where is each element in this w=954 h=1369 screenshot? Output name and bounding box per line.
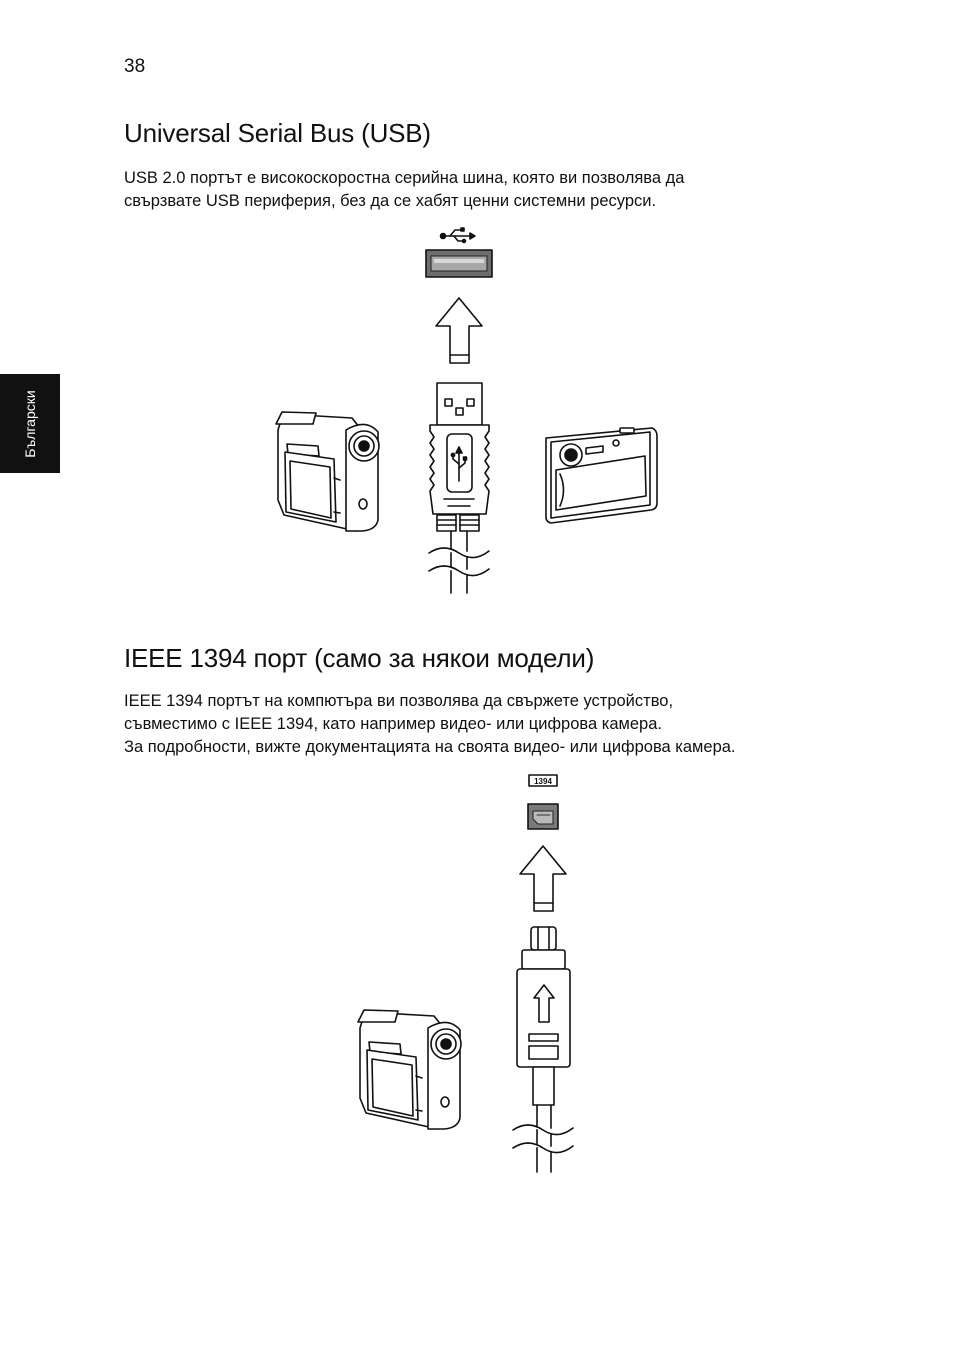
firewire-port-label: 1394 <box>534 777 552 786</box>
ieee-paragraph-line: IEEE 1394 портът на компютъра ви позволява да свържете устройство, <box>124 692 674 710</box>
ieee-heading: IEEE 1394 порт (само за някои модели) <box>124 643 595 673</box>
usb-paragraph-line: свързвате USB периферия, без да се хабят ценни системни ресурси. <box>124 192 657 210</box>
usb-port-icon <box>426 250 492 277</box>
usb-paragraph-line: USB 2.0 портът е високоскоростна серийна шина, която ви позволява да <box>124 169 685 187</box>
language-side-tab-label: Български <box>22 390 38 458</box>
up-arrow-icon <box>520 846 566 911</box>
digital-camera-icon <box>546 428 657 523</box>
camcorder-icon <box>276 412 379 531</box>
page-number: 38 <box>124 56 146 77</box>
ieee-paragraph-line: съвместимо с IEEE 1394, като например видео- или цифрова камера. <box>124 715 662 733</box>
ieee-paragraph-line: За подробности, вижте документацията на своята видео- или цифрова камера. <box>124 738 736 756</box>
up-arrow-icon <box>436 298 482 363</box>
firewire-port-icon <box>528 804 558 829</box>
firewire-plug-icon <box>513 927 573 1172</box>
usb-icon <box>441 228 476 243</box>
usb-plug-icon <box>429 383 489 593</box>
firewire-label-icon <box>529 775 557 786</box>
usb-heading: Universal Serial Bus (USB) <box>124 118 431 148</box>
camcorder-icon <box>358 1010 461 1129</box>
